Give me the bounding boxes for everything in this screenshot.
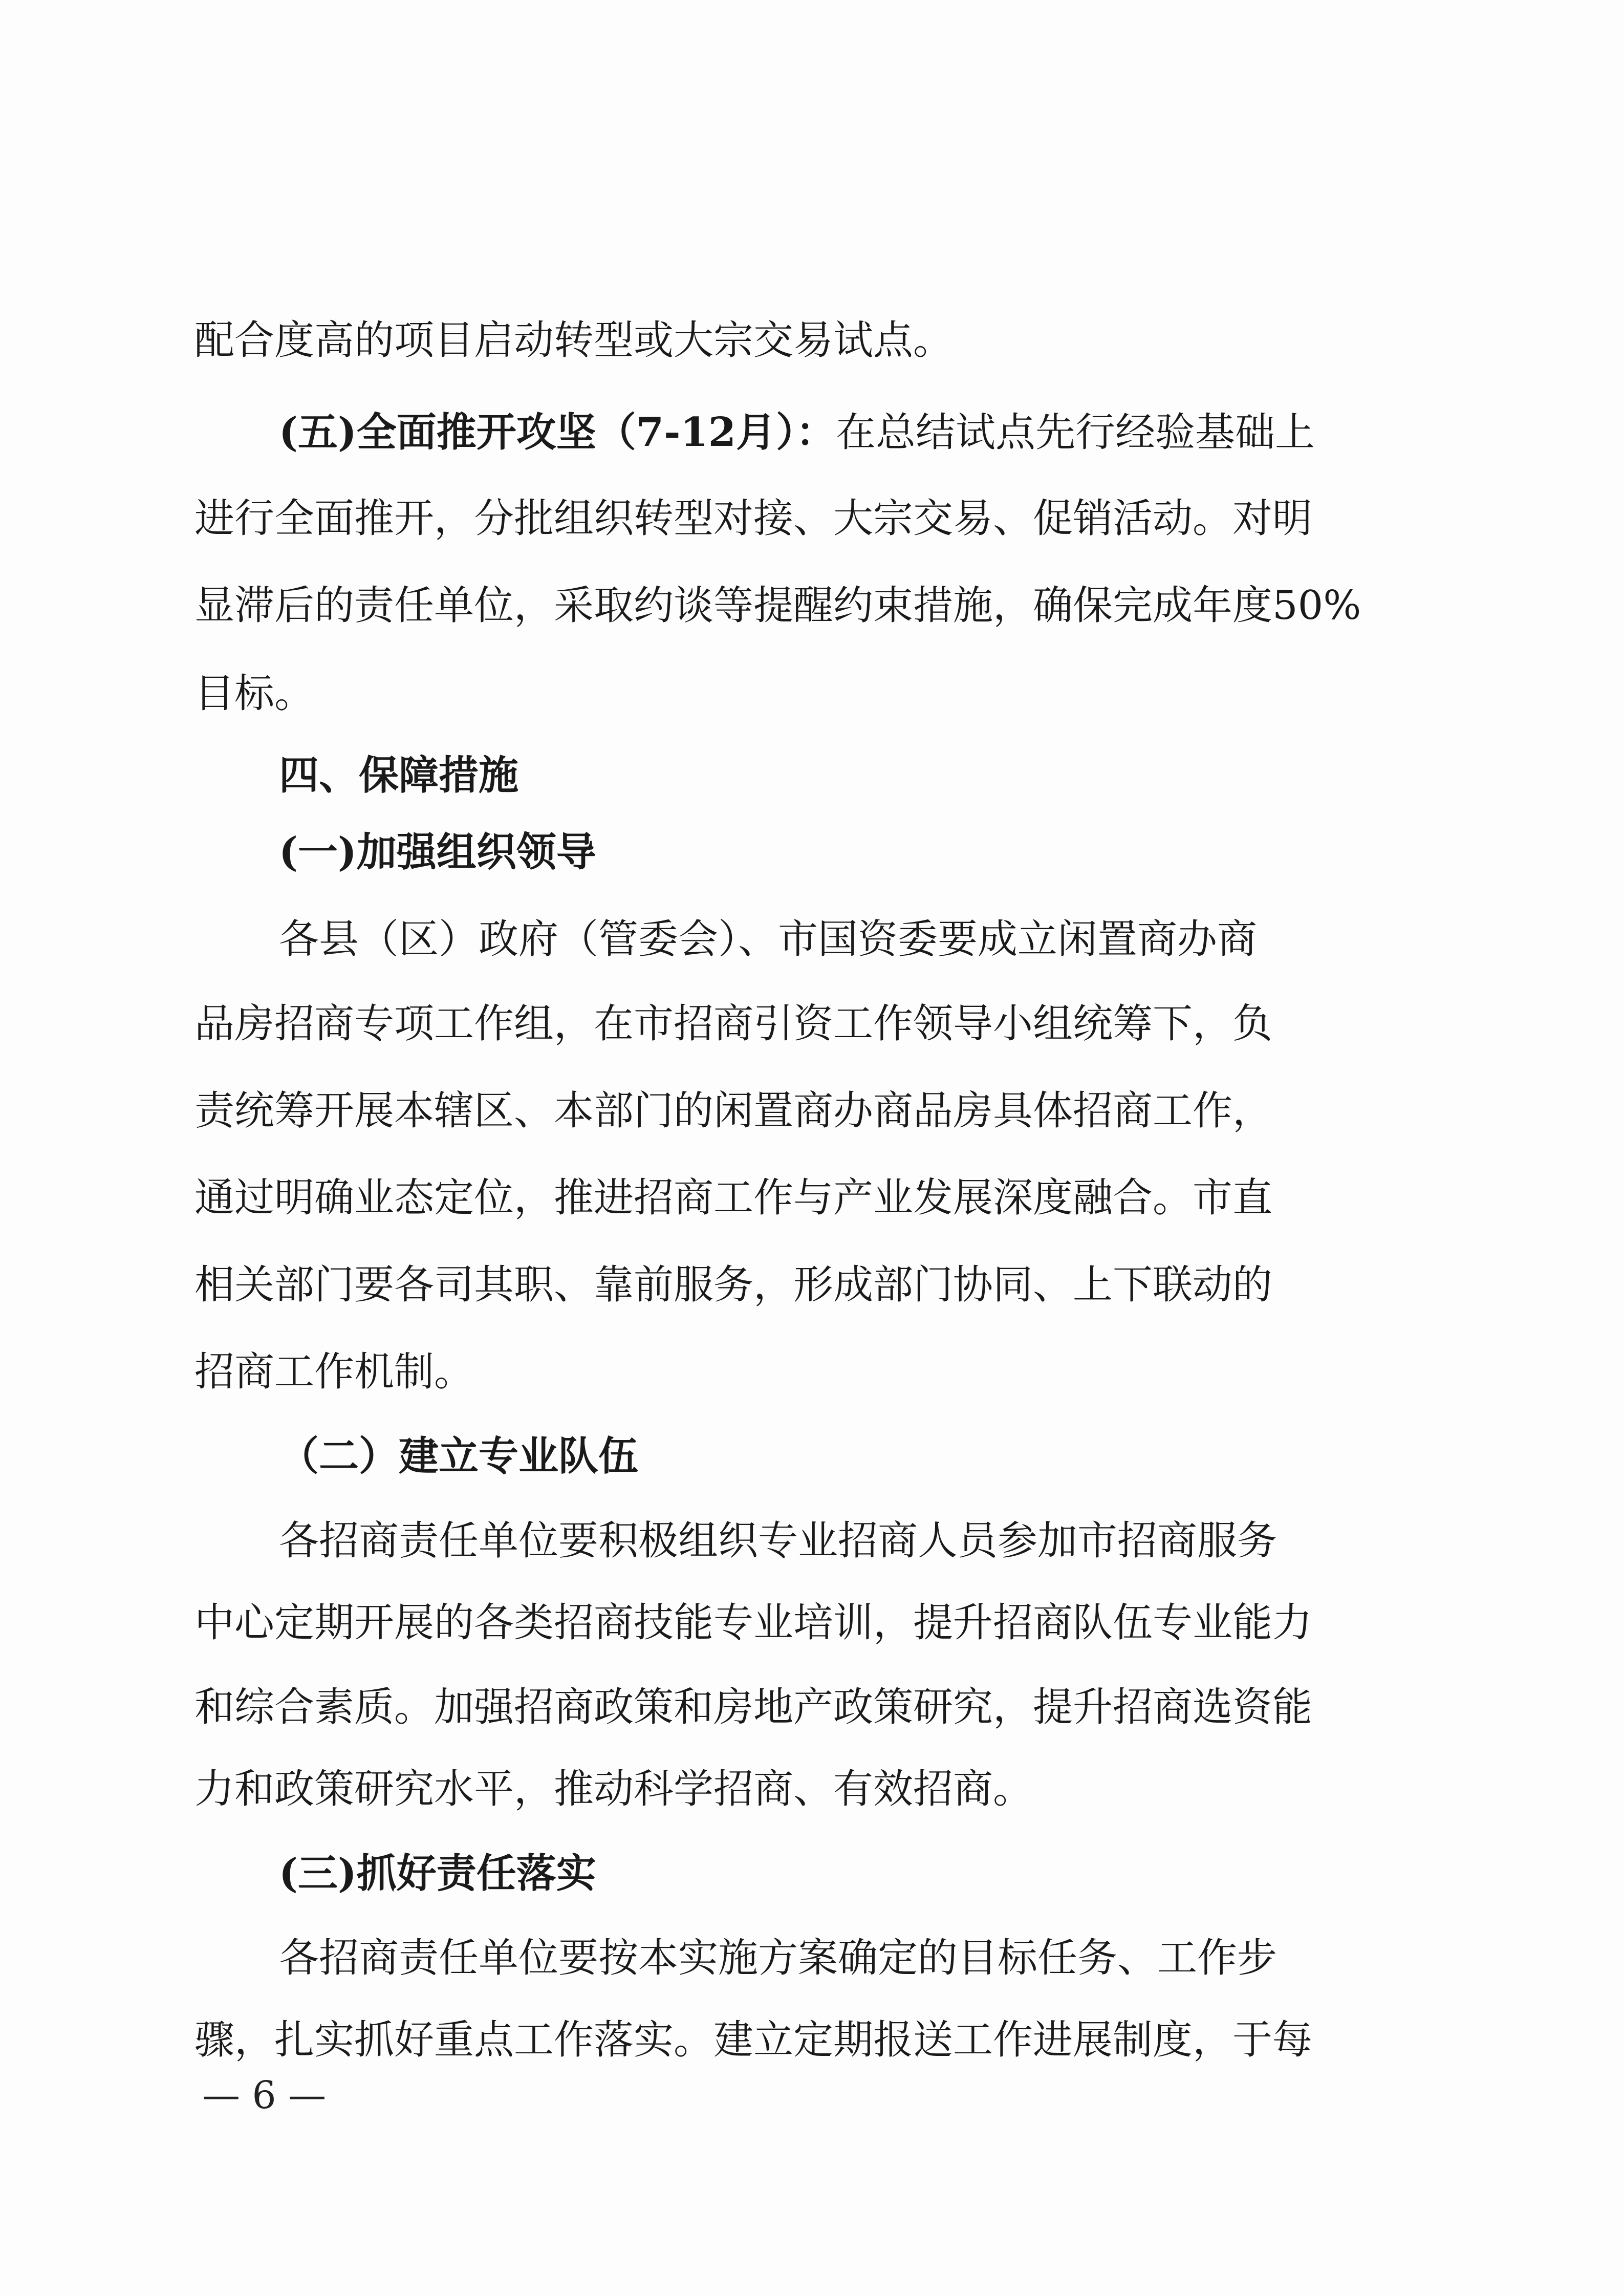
subsection-two-line: 各招商责任单位要积极组织专业招商人员参加市招商服务 (279, 1518, 1277, 1564)
subsection-one-line: 相关部门要各司其职、靠前服务，形成部门协同、上下联动的 (194, 1262, 1273, 1308)
subsection-three-line: 骤，扎实抓好重点工作落实。建立定期报送工作进展制度，于每 (194, 2017, 1313, 2063)
subsection-three-line: 各招商责任单位要按本实施方案确定的目标任务、工作步 (279, 1935, 1277, 1981)
body-line: 配合度高的项目启动转型或大宗交易试点。 (194, 317, 954, 363)
phase-five-paragraph (279, 404, 1315, 461)
section-four-title: 四、保障措施 (279, 753, 519, 799)
subsection-one-line: 招商工作机制。 (194, 1349, 474, 1395)
subsection-one-title: (一)加强组织领导 (279, 829, 596, 875)
subsection-three-title: (三)抓好责任落实 (279, 1850, 596, 1897)
page-number: — 6 — (202, 2073, 327, 2117)
subsection-two-title: （二）建立专业队伍 (279, 1433, 639, 1479)
phase-five-text: 在总结试点先行经验基础上 (836, 410, 1315, 456)
subsection-two-line: 和综合素质。加强招商政策和房地产政策研究，提升招商选资能 (194, 1684, 1313, 1730)
body-line: 显滞后的责任单位，采取约谈等提醒约束措施，确保完成年度50% (194, 583, 1361, 629)
phase-five-label: (五)全面推开攻坚（7-12月）： (279, 409, 836, 456)
subsection-one-line: 各县（区）政府（管委会）、市国资委要成立闲置商办商 (279, 916, 1258, 962)
subsection-one-line: 品房招商专项工作组，在市招商引资工作领导小组统筹下，负 (194, 1001, 1273, 1047)
subsection-two-line: 中心定期开展的各类招商技能专业培训，提升招商队伍专业能力 (194, 1600, 1313, 1646)
body-line: 进行全面推开，分批组织转型对接、大宗交易、促销活动。对明 (194, 496, 1313, 542)
subsection-one-line: 通过明确业态定位，推进招商工作与产业发展深度融合。市直 (194, 1175, 1273, 1221)
subsection-one-line: 责统筹开展本辖区、本部门的闲置商办商品房具体招商工作， (194, 1088, 1273, 1134)
body-line: 目标。 (194, 671, 315, 717)
subsection-two-line: 力和政策研究水平，推动科学招商、有效招商。 (194, 1766, 1033, 1812)
